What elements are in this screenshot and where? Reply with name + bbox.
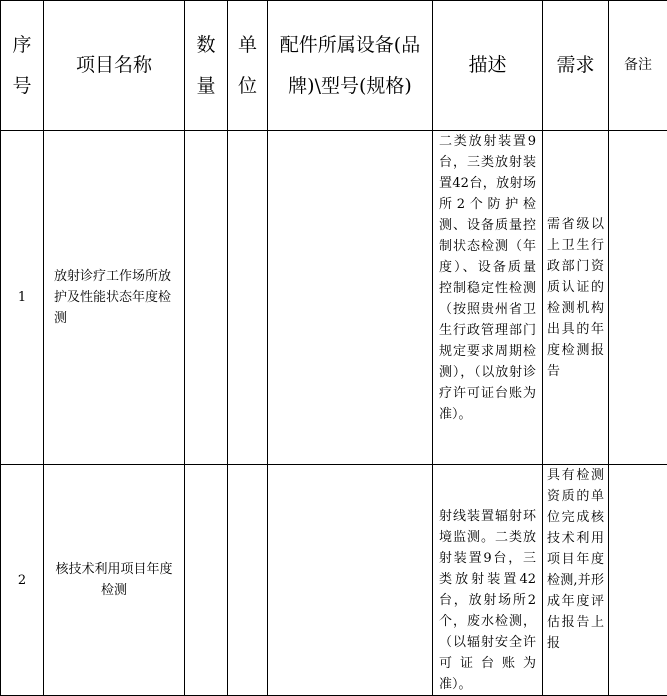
row-remark (609, 465, 667, 696)
header-name: 项目名称 (44, 1, 185, 131)
row-unit (228, 131, 268, 465)
header-unit: 单位 (228, 1, 268, 131)
row-index: 1 (1, 131, 44, 465)
row-unit (228, 465, 268, 696)
row-description: 二类放射装置9台，三类放射装置42台，放射场所2个防护检测、设备质量控制状态检测（年度）、设备质量控制稳定性检测（按照贵州省卫生行政管理部门规定要求周期检测），（以放射诊疗许可证台账为准）。 (433, 131, 543, 465)
header-quantity: 数量 (185, 1, 228, 131)
header-index: 序号 (1, 1, 44, 131)
row-device (268, 131, 433, 465)
header-description: 描述 (433, 1, 543, 131)
header-device: 配件所属设备(品牌)\型号(规格) (268, 1, 433, 131)
row-remark (609, 131, 667, 465)
table-row (1, 465, 667, 696)
row-device (268, 465, 433, 696)
row-requirement: 具有检测资质的单位完成核技术利用项目年度检测,并形成年度评估报告上报 (543, 465, 609, 696)
row-description: 射线装置辐射环境监测。二类放射装置9台，三类放射装置42台，放射场所2个，废水检测，（以辐射安全许可证台账为准）。 (433, 465, 543, 696)
header-row (1, 1, 667, 131)
row-requirement: 需省级以上卫生行政部门资质认证的检测机构出具的年度检测报告 (543, 131, 609, 465)
header-requirement: 需求 (543, 1, 609, 131)
row-name: 放射诊疗工作场所放护及性能状态年度检测 (44, 131, 185, 465)
header-remark: 备注 (609, 1, 667, 131)
row-name: 核技术利用项目年度检测 (44, 465, 185, 696)
row-index: 2 (1, 465, 44, 696)
row-quantity (185, 131, 228, 465)
table-row (1, 131, 667, 465)
row-quantity (185, 465, 228, 696)
